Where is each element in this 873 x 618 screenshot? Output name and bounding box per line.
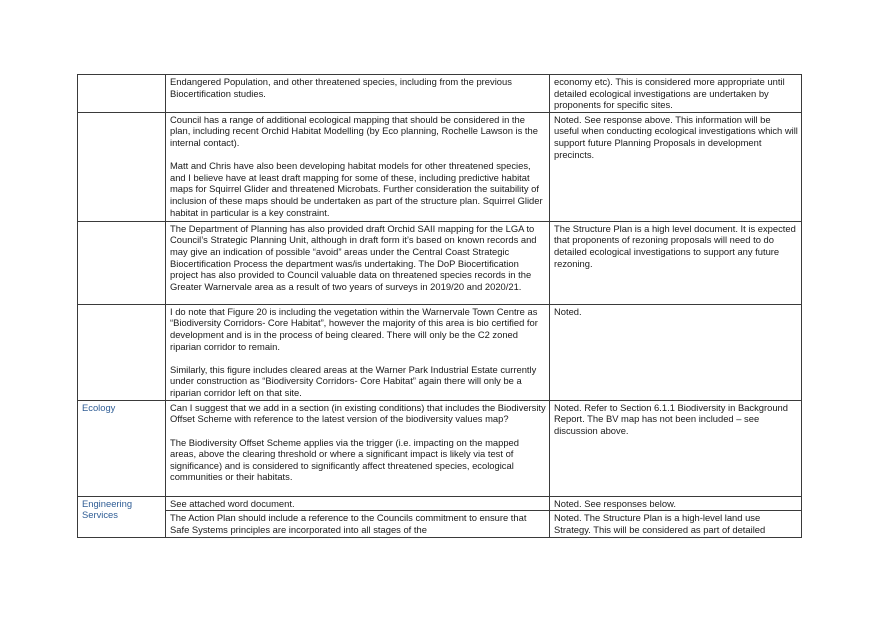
submission-cell	[166, 221, 550, 304]
response-cell	[550, 511, 802, 537]
submission-text: The Department of Planning has also provided draft Orchid SAII mapping for the LGA to Council’s Strategic Planning Unit, although in draft form it’s based on known records and may give an indication of possible “avoid” areas under the Central Coast Strategic Biocertification Process the department was/is undertaking. The DoP Biocertification project has also provided to Council valuable data on threatened species records in the Greater Warnervale area as a result of two years of surveys in 2019/20 and 2020/21.	[170, 222, 537, 292]
submission-text: Similarly, this figure includes cleared areas at the Warner Park Industrial Estate currently under construction as “Biodiversity Corridors- Core Habitat” again there will only be a riparian corridor left on that site.	[170, 363, 537, 398]
response-text: Noted. See responses below.	[554, 497, 676, 509]
topic-cell	[78, 112, 166, 221]
submission-text: Can I suggest that we add in a section (in existing conditions) that includes the Biodiversity Offset Scheme with reference to the latest version of the biodiversity values map?	[170, 401, 546, 425]
table-row	[78, 400, 802, 496]
submission-text: I do note that Figure 20 is including the vegetation within the Warnervale Town Centre as “Biodiversity Corridors- Core Habitat”, however the majority of this area is bio certified for development and is in the process of being cleared. There will only be the C2 zoned riparian corridor to remain.	[170, 305, 538, 352]
submission-cell	[166, 496, 550, 511]
topic-cell	[78, 304, 166, 400]
submission-cell	[166, 511, 550, 537]
submissions-table	[77, 74, 802, 538]
response-text: economy etc). This is considered more appropriate until detailed ecological investigations are undertaken by proponents for specific sites.	[554, 76, 785, 111]
submission-text: Endangered Population, and other threatened species, including from the previous Biocertification studies.	[170, 76, 512, 99]
submission-cell	[166, 400, 550, 496]
submission-text: See attached word document.	[170, 497, 295, 509]
table-row	[78, 496, 802, 511]
topic-cell: Ecology	[78, 400, 166, 496]
response-cell	[550, 112, 802, 221]
table-row	[78, 112, 802, 221]
submission-text: Matt and Chris have also been developing habitat models for other threatened species, and I believe have at least draft mapping for some of these, including predictive habitat maps for Squirrel Glider and threatened Microbats. Further consideration the suitability of inclusion of these maps should be undertaken as part of the structure plan. Squirrel Glider habitat in particular is a key constraint.	[170, 160, 543, 218]
response-text: Noted.	[554, 305, 582, 317]
response-cell	[550, 496, 802, 511]
submission-cell	[166, 75, 550, 113]
response-text: Noted. See response above. This information will be useful when conducting ecological investigations which will support future Planning Proposals in development precincts.	[554, 113, 798, 160]
submission-text: The Action Plan should include a reference to the Councils commitment to ensure that Safe Systems principles are incorporated into all stages of the	[170, 512, 527, 535]
response-cell	[550, 400, 802, 496]
response-cell	[550, 304, 802, 400]
table-row	[78, 511, 802, 537]
topic-cell	[78, 221, 166, 304]
topic-cell: Engineering Services	[78, 496, 166, 537]
table-row	[78, 75, 802, 113]
response-text: Noted. Refer to Section 6.1.1 Biodiversity in Background Report. The BV map has not been included – see discussion above.	[554, 401, 788, 436]
table-row	[78, 221, 802, 304]
response-cell	[550, 75, 802, 113]
submission-cell	[166, 112, 550, 221]
submission-text: Council has a range of additional ecological mapping that should be considered in the plan, including recent Orchid Habitat Modelling (by Eco planning, Rochelle Lawson is the internal contact).	[170, 113, 538, 148]
topic-cell	[78, 75, 166, 113]
response-text: Noted. The Structure Plan is a high-level land use Strategy. This will be considered as part of detailed	[554, 512, 766, 535]
submission-cell	[166, 304, 550, 400]
response-cell	[550, 221, 802, 304]
submission-text: The Biodiversity Offset Scheme applies via the trigger (i.e. impacting on the mapped areas, above the clearing threshold or where a significant impact is likely via test of significance) and is considered to significantly affect threatened species, ecological communities or their habitats.	[170, 436, 519, 483]
table-row	[78, 304, 802, 400]
response-text: The Structure Plan is a high level document. It is expected that proponents of rezoning proposals will need to do detailed ecological investigations to support any future rezoning.	[554, 222, 796, 269]
